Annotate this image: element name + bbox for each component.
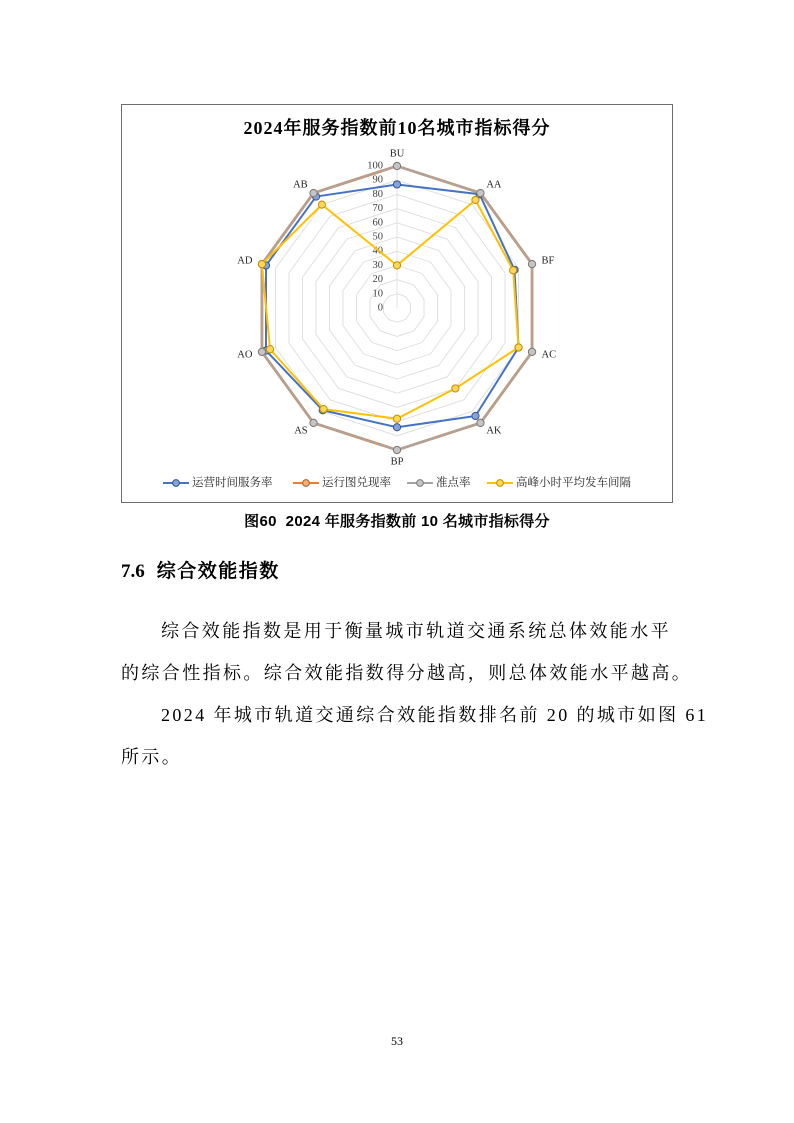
axis-label-ad: AD [237,255,253,267]
tick-label-50: 50 [372,231,383,243]
paragraph-1-line-1: 综合效能指数是用于衡量城市轨道交通系统总体效能水平 [161,621,671,641]
point-on-time-rate-ak [477,419,484,426]
axis-label-ac: AC [541,349,557,361]
axis-label-aa: AA [486,179,502,191]
paragraph-2 [121,694,708,778]
tick-label-100: 100 [367,160,383,172]
point-on-time-rate-ac [528,348,535,355]
point-peak-hour-headway-ao [266,346,273,353]
radar-chart [121,104,673,503]
tick-label-30: 30 [372,259,383,271]
axis-label-ab: AB [293,179,308,191]
point-peak-hour-headway-ak [452,385,459,392]
section-title: 综合效能指数 [156,561,280,582]
tick-label-0: 0 [377,302,383,314]
legend-label-timetable-fulfillment-rate: 运行图兑现率 [322,477,391,489]
axis-label-bf: BF [541,255,555,267]
point-peak-hour-headway-bp [393,415,400,422]
axis-label-as: AS [294,425,308,437]
point-on-time-rate-as [310,419,317,426]
axis-label-ao: AO [237,349,253,361]
legend-label-operating-time-service-rate: 运营时间服务率 [192,477,273,489]
point-operating-time-service-rate-bp [393,424,400,431]
point-on-time-rate-bf [528,261,535,268]
point-on-time-rate-bp [393,446,400,453]
point-operating-time-service-rate-ak [472,412,479,419]
point-operating-time-service-rate-bu [393,181,400,188]
paragraph-2-line-1: 2024 年城市轨道交通综合效能指数排名前 20 的城市如图 61 [161,705,709,725]
point-peak-hour-headway-as [320,405,327,412]
point-peak-hour-headway-ab [318,201,325,208]
radar-chart-figure [121,104,673,503]
tick-label-40: 40 [372,245,383,257]
legend-marker-timetable-fulfillment-rate [303,480,310,487]
paragraph-1-line-2: 的综合性指标。综合效能指数得分越高，则总体效能水平越高。 [121,663,693,683]
paragraph-2-line-2: 所示。 [121,747,183,767]
axis-label-bp: BP [390,456,404,468]
legend-marker-peak-hour-headway [497,480,504,487]
point-on-time-rate-bu [393,162,400,169]
point-peak-hour-headway-ad [258,261,265,268]
point-peak-hour-headway-ac [515,344,522,351]
point-peak-hour-headway-bf [510,267,517,274]
tick-label-10: 10 [372,288,383,300]
point-peak-hour-headway-bu [393,262,400,269]
section-number: 7.6 [121,561,145,582]
point-peak-hour-headway-aa [472,196,479,203]
tick-label-70: 70 [372,203,383,215]
point-on-time-rate-ao [258,348,265,355]
axis-label-ak: AK [486,425,502,437]
legend-label-peak-hour-headway: 高峰小时平均发车间隔 [516,477,631,489]
section-heading [121,560,280,584]
legend-marker-on-time-rate [417,480,424,487]
axis-label-bu: BU [389,148,405,160]
tick-label-20: 20 [372,274,383,286]
legend-label-on-time-rate: 准点率 [436,477,471,489]
tick-label-60: 60 [372,217,383,229]
figure-caption: 图60 2024 年服务指数前 10 名城市指标得分 [244,513,550,530]
paragraph-1 [121,610,692,694]
point-on-time-rate-ab [310,190,317,197]
legend-marker-operating-time-service-rate [173,480,180,487]
tick-label-80: 80 [372,188,383,200]
point-on-time-rate-aa [477,190,484,197]
chart-title: 2024年服务指数前10名城市指标得分 [243,118,551,138]
page-number: 53 [391,1034,403,1048]
tick-label-90: 90 [372,174,383,186]
